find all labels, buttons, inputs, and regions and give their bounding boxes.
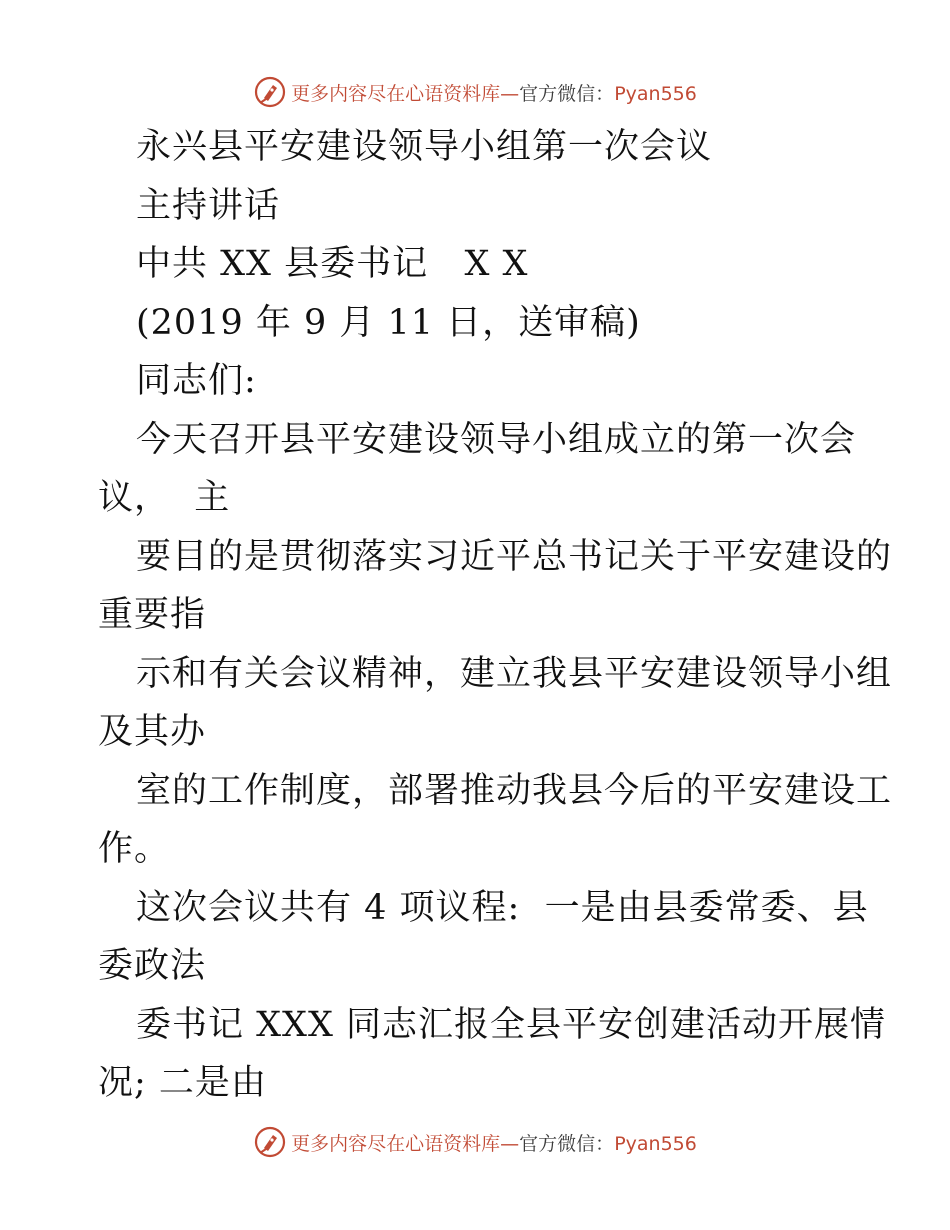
doc-line: 委书记 XXX 同志汇报全县平安创建活动开展情 (136, 1005, 887, 1045)
doc-subtitle: 主持讲话 (136, 186, 281, 226)
doc-salutation: 同志们: (136, 361, 257, 401)
watermark-dash: — (500, 1132, 520, 1155)
doc-line: 要目的是贯彻落实习近平总书记关于平安建设的 (136, 537, 893, 577)
watermark-main-text: 更多内容尽在心语资料库 (291, 82, 501, 105)
watermark-text (291, 1129, 697, 1156)
doc-line: 况; 二是由 (98, 1063, 267, 1103)
doc-line: 委政法 (98, 946, 207, 986)
pen-nib-circle-icon (253, 1125, 287, 1159)
watermark-account: Pyan556 (614, 82, 697, 105)
doc-line: 及其办 (98, 712, 207, 752)
doc-line: 这次会议共有 4 项议程: 一是由县委常委、县 (136, 888, 869, 928)
watermark-wechat-label: 官方微信： (519, 82, 615, 105)
watermark-banner-bottom (0, 1122, 950, 1162)
doc-line: 议， 主 (98, 478, 231, 518)
doc-date: (2019 年 9 月 11 日，送审稿) (136, 303, 641, 343)
watermark-dash: — (500, 82, 520, 105)
doc-title: 永兴县平安建设领导小组第一次会议 (136, 127, 713, 167)
watermark-main-text: 更多内容尽在心语资料库 (291, 1132, 501, 1155)
doc-line: 重要指 (98, 595, 207, 635)
watermark-wechat-label: 官方微信： (519, 1132, 615, 1155)
doc-speaker: 中共 XX 县委书记 X X (136, 244, 529, 284)
doc-line: 今天召开县平安建设领导小组成立的第一次会 (136, 420, 857, 460)
watermark-account: Pyan556 (614, 1132, 697, 1155)
doc-line: 室的工作制度，部署推动我县今后的平安建设工 (136, 771, 893, 811)
doc-line: 作。 (98, 829, 171, 869)
doc-line: 示和有关会议精神，建立我县平安建设领导小组 (136, 654, 893, 694)
